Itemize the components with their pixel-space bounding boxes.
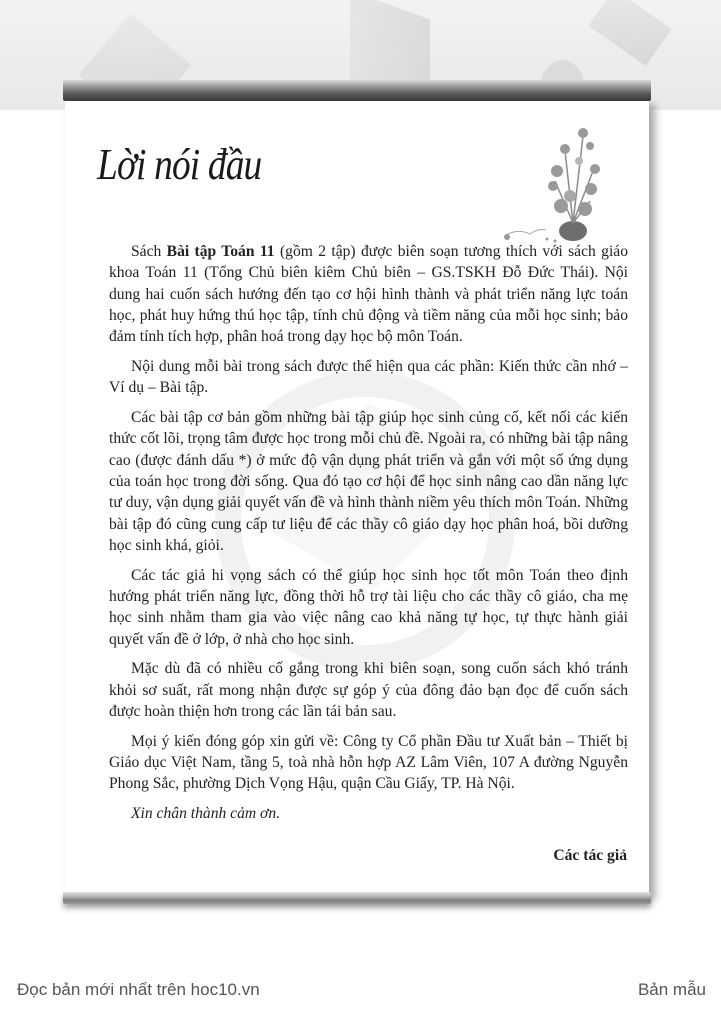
paragraph-structure: Nội dung mỗi bài trong sách được thể hiện qua các phần: Kiến thức cần nhớ – Ví dụ – Bài tập. xyxy=(109,357,628,397)
paragraph-exercises: Các bài tập cơ bản gồm những bài tập giúp học sinh củng cố, kết nối các kiến thức cốt lõi, trọng tâm được học trong mỗi chủ đề. Ngoài ra, có những bài tập nâng cao (được đánh dấu *) ở mức độ vận dụng phát triển và gắn với một số ứng dụng của toán học trong đời sống. Qua đó tạo cơ hội để học sinh nâng cao dần năng lực tư duy, vận dụng giải quyết vấn đề và hình thành niềm yêu thích môn Toán. Những bài tập đó cũng cung cấp tư liệu để các thầy cô giáo dạy học phân hoá, bồi dưỡng học sinh khá, giỏi. xyxy=(109,409,628,554)
scroll-roller-bottom xyxy=(63,892,651,904)
preface-body xyxy=(109,241,628,833)
flower-vase-illustration-icon xyxy=(495,111,615,251)
closing-thanks: Xin chân thành cảm ơn. xyxy=(131,805,281,823)
decorative-cube-shape xyxy=(588,0,671,66)
paragraph-contact-address: Mọi ý kiến đóng góp xin gửi về: Công ty Cổ phần Đầu tư Xuất bản – Thiết bị Giáo dục Việt Nam, tầng 5, toà nhà hỗn hợp AZ Lâm Viên, 107 A đường Nguyễn Phong Sắc, phường Dịch Vọng Hậu, quận Cầu Giấy, TP. Hà Nội. xyxy=(109,732,628,793)
page-sheet xyxy=(65,101,649,896)
paragraph-intro: Sách Bài tập Toán 11 (gồm 2 tập) được biên soạn tương thích với sách giáo khoa Toán 11 (Tổng Chủ biên kiêm Chủ biên – GS.TSKH Đỗ Đức Thái). Nội dung hai cuốn sách hướng đến tạo cơ hội hình thành và phát triển năng lực toán học, phát huy hứng thú học tập, tính chủ động và tiềm năng của mỗi học sinh; bảo đảm tính tích hợp, phân hoá trong dạy học bộ môn Toán. xyxy=(109,243,629,346)
paragraph-feedback: Mặc dù đã có nhiều cố gắng trong khi biên soạn, song cuốn sách khó tránh khỏi sơ suất, rất mong nhận được sự góp ý của đông đảo bạn đọc để cuốn sách được hoàn thiện hơn trong các lần tái bản sau. xyxy=(109,660,628,720)
scroll-page xyxy=(63,80,651,900)
authors-signature: Các tác giả xyxy=(553,847,627,864)
paragraph-hopes: Các tác giả hi vọng sách có thể giúp học sinh học tốt môn Toán theo định hướng phát triển năng lực, đồng thời hỗ trợ tài liệu cho các thầy cô giáo, cha mẹ học sinh nhằm tham gia vào việc nâng cao khả năng tự học, tự thực hành giải quyết vấn đề ở lớp, ở nhà cho học sinh. xyxy=(109,566,628,648)
book-title: Bài tập Toán 11 xyxy=(166,243,275,260)
footer-read-latest-link: Đọc bản mới nhất trên hoc10.vn xyxy=(17,980,260,999)
scroll-roller-top xyxy=(63,80,651,101)
footer-sample-label: Bản mẫu xyxy=(637,980,706,999)
page-title: Lời nói đầu xyxy=(97,140,262,189)
